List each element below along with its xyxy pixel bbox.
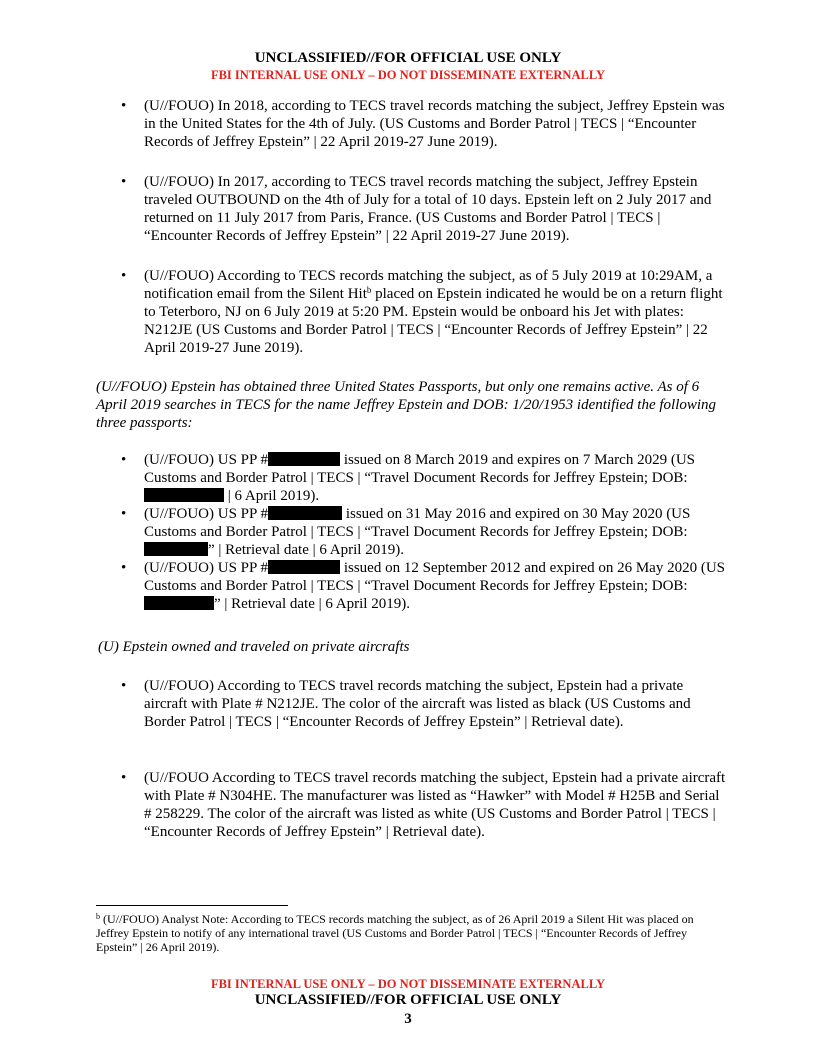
header-handling-caveat: FBI INTERNAL USE ONLY – DO NOT DISSEMINATE EXTERNALLY <box>210 68 606 82</box>
footnote <box>96 912 722 954</box>
redaction-box <box>144 596 214 610</box>
list-item-2018-travel: • (U//FOUO) In 2018, according to TECS travel records matching the subject, Jeffrey Epstein was in the United States for the 4th of July. (US Customs and Border Patrol | TECS | “Encounter Records of Jeffrey Epstein” | 22 April 2019-27 June 2019). <box>96 97 726 151</box>
aircraft-list-2 <box>96 769 726 841</box>
passport-item <box>96 559 726 613</box>
footnote-reference[interactable]: b <box>366 285 372 295</box>
silent-hit-text-end: placed on Epstein indicated he would be on a return flight to Teterboro, NJ on 6 July 2019 at 5:20 PM. Epstein would be onboard his Jet with plates: N212JE (US Customs and Border Patrol | TECS | “Encounter Records of Jeffrey Epstein” | 22 April 2019-27 June 2019). <box>144 286 723 356</box>
header-classification: UNCLASSIFIED//FOR OFFICIAL USE ONLY <box>254 50 562 66</box>
footnote-marker: b <box>96 912 100 921</box>
passport-details: issued on 8 March 2019 and expires on 7 March 2029 (US Customs and Border Patrol | TECS | “Travel Document Records for Jeffrey Epstein; DOB: <box>144 452 696 486</box>
list-item-2017-travel: • (U//FOUO) In 2017, according to TECS travel records matching the subject, Jeffrey Epstein traveled OUTBOUND on the 4th of July for a total of 10 days. Epstein left on 2 July 2017 and returned on 11 July 2017 from Paris, France. (US Customs and Border Patrol | TECS | “Encounter Records of Jeffrey Epstein” | 22 April 2019-27 June 2019). <box>96 173 726 245</box>
page-number: 3 <box>404 1011 412 1027</box>
list-item-aircraft-n212je: • (U//FOUO) According to TECS travel records matching the subject, Epstein had a private aircraft with Plate # N212JE. The color of the aircraft was listed as black (US Customs and Border Patrol | TECS | “Encounter Records of Jeffrey Epstein” | Retrieval date). <box>96 677 726 731</box>
redaction-box <box>268 506 342 520</box>
silent-hit-text-start: (U//FOUO) According to TECS records matching the subject, as of 5 July 2019 at 10:29AM, a notification email from the Silent Hit <box>144 268 713 302</box>
list-item-silent-hit <box>96 267 726 357</box>
passport-item <box>96 451 726 505</box>
travel-records-list-2017 <box>96 173 726 245</box>
footer-classification: UNCLASSIFIED//FOR OFFICIAL USE ONLY <box>254 992 562 1008</box>
redaction-box <box>268 452 340 466</box>
passport-suffix: | 6 April 2019). <box>224 488 320 504</box>
passport-details: issued on 12 September 2012 and expired on 26 May 2020 (US Customs and Border Patrol | TECS | “Travel Document Records for Jeffrey Epstein; DOB: <box>144 560 726 594</box>
passport-prefix: (U//FOUO) US PP # <box>144 506 269 522</box>
redaction-box <box>144 488 224 502</box>
redaction-box <box>144 542 208 556</box>
footnote-text: (U//FOUO) Analyst Note: According to TECS records matching the subject, as of 26 April 2019 a Silent Hit was placed on Jeffrey Epstein to notify of any international travel (US Customs and Border Patrol | TECS | “Encounter Records of Jeffrey Epstein” | 26 April 2019). <box>96 912 694 954</box>
passport-details: issued on 31 May 2016 and expired on 30 May 2020 (US Customs and Border Patrol | TECS | “Travel Document Records for Jeffrey Epstein; DOB: <box>144 506 691 540</box>
passport-prefix: (U//FOUO) US PP # <box>144 452 269 468</box>
passport-item <box>96 505 726 559</box>
aircraft-list <box>96 677 726 731</box>
passport-list <box>96 451 726 613</box>
footnote-separator <box>96 905 288 906</box>
redaction-box <box>268 560 340 574</box>
passports-intro-paragraph: (U//FOUO) Epstein has obtained three United States Passports, but only one remains active. As of 6 April 2019 searches in TECS for the name Jeffrey Epstein and DOB: 1/20/1953 identified the following three passports: <box>96 379 717 431</box>
passport-suffix: ” | Retrieval date | 6 April 2019). <box>214 596 410 612</box>
passport-prefix: (U//FOUO) US PP # <box>144 560 269 576</box>
silent-hit-list <box>96 267 726 357</box>
footer-handling-caveat: FBI INTERNAL USE ONLY – DO NOT DISSEMINATE EXTERNALLY <box>210 977 606 991</box>
list-item-aircraft-n304he: • (U//FOUO According to TECS travel records matching the subject, Epstein had a private aircraft with Plate # N304HE. The manufacturer was listed as “Hawker” with Model # H25B and Serial # 258229. The color of the aircraft was listed as white (US Customs and Border Patrol | TECS | “Encounter Records of Jeffrey Epstein” | Retrieval date). <box>96 769 726 841</box>
travel-records-list <box>96 97 726 151</box>
aircraft-section-heading: (U) Epstein owned and traveled on private aircrafts <box>98 639 410 655</box>
passport-suffix: ” | Retrieval date | 6 April 2019). <box>208 542 404 558</box>
